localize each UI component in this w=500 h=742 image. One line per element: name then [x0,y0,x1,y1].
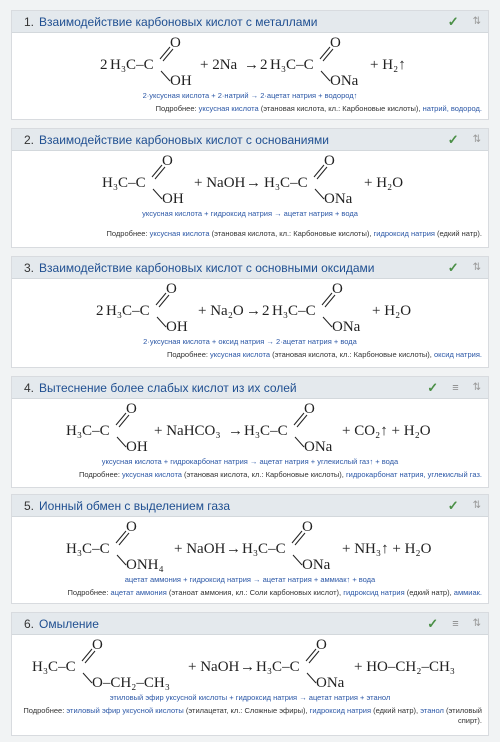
lhs-carbon-chain: H₃C–C [102,175,146,191]
reagent: + NaOH [194,175,246,191]
reaction-title[interactable]: Вытеснение более слабых кислот из их солей [39,380,297,395]
reaction-details [12,347,488,364]
equation-graphic [12,33,488,91]
single-bond [153,189,162,199]
lhs-group: OH [170,73,192,89]
reaction-names: этиловый эфир уксусной кислоты + гидроксид натрия → ацетат натрия + этанол [109,693,391,702]
reaction-title[interactable]: Ионный обмен с выделением газа [39,498,231,513]
reaction-details [12,101,488,118]
reaction-card-4 [11,376,489,488]
single-bond [117,555,126,565]
reaction-title[interactable]: Взаимодействие карбоновых кислот с основными оксидами [39,260,375,275]
details-prefix: Подробнее: [23,706,67,715]
rhs-carbon-chain: H₃C–C [244,423,288,439]
rhs-carbon-chain: H₃C–C [264,175,308,191]
reaction-names: уксусная кислота + гидроксид натрия → ацетат натрия + вода [142,209,358,218]
carbonyl-oxygen: O [162,153,173,169]
details-text: (едкий натр), [404,588,454,597]
products: + H₂O [364,175,404,191]
double-bond [152,165,162,177]
details-text: (едкий натр), [371,706,421,715]
lhs-carbon-chain: H₃C–C [66,423,110,439]
carbonyl-oxygen: O [330,35,341,51]
double-bond [294,413,304,425]
details-link[interactable]: гидрокарбонат натрия, углекислый газ. [345,470,482,479]
menu-icon[interactable]: ≡ [452,617,459,630]
reaction-arrow: → [244,57,259,73]
reaction-card-6 [11,612,489,736]
single-bond [321,71,330,81]
single-bond [293,555,302,565]
reaction-title[interactable]: Взаимодействие карбоновых кислот с металлами [39,14,318,29]
lhs-group: ONH₄ [126,557,164,573]
reaction-number: 4. [24,380,35,395]
rhs-group: ONa [304,439,333,455]
carbonyl-oxygen: O [332,281,343,297]
rhs-carbon-chain: H₃C–C [272,303,316,319]
lhs-carbon-chain: H₃C–C [66,541,110,557]
double-bond [156,293,166,305]
reaction-arrow: → [228,423,243,439]
check-icon[interactable]: ✓ [447,497,459,513]
reagent: + Na₂O [198,303,244,319]
double-bond [306,649,316,661]
reagent: + 2Na [200,57,238,73]
single-bond [295,437,304,447]
rhs-coefficient: 2 [262,303,270,319]
reagent: + NaOH [174,541,226,557]
double-bond [116,413,126,425]
single-bond [157,317,166,327]
reaction-equation [12,635,488,693]
sort-icon[interactable]: ⇅ [472,16,480,27]
reaction-title[interactable]: Омыление [39,616,99,631]
details-link[interactable]: уксусная кислота [122,470,182,479]
check-icon[interactable]: ✓ [427,379,439,395]
details-prefix: Подробнее: [106,229,150,238]
details-link[interactable]: натрий, водород. [422,104,482,113]
check-icon[interactable]: ✓ [447,13,459,29]
rhs-group: ONa [316,675,345,691]
double-bond [314,165,324,177]
rhs-group: ONa [330,73,359,89]
carbonyl-oxygen: O [302,519,313,535]
rhs-carbon-chain: H₃C–C [242,541,286,557]
reaction-details [12,585,488,602]
details-text: (едкий натр). [434,229,482,238]
reaction-number: 1. [24,14,35,29]
menu-icon[interactable]: ≡ [452,381,459,394]
lhs-group: OH [126,439,148,455]
reaction-header[interactable] [12,257,488,279]
reaction-number: 2. [24,132,35,147]
equation-graphic [12,151,488,209]
single-bond [307,673,316,683]
reaction-header[interactable] [12,377,488,399]
carbonyl-oxygen: O [324,153,335,169]
reaction-card-3 [11,256,489,368]
rhs-coefficient: 2 [260,57,268,73]
carbonyl-oxygen: O [92,637,103,653]
check-icon[interactable]: ✓ [447,131,459,147]
reaction-details [12,219,488,243]
carbonyl-oxygen: O [316,637,327,653]
rhs-carbon-chain: H₃C–C [270,57,314,73]
carbonyl-oxygen: O [304,401,315,417]
double-bond [322,293,332,305]
rhs-group: ONa [324,191,353,207]
details-link[interactable]: уксусная кислота [198,104,259,113]
reaction-header[interactable] [12,495,488,517]
equation-graphic [12,279,488,337]
rhs-carbon-chain: H₃C–C [256,659,300,675]
details-prefix: Подробнее: [155,104,199,113]
details-text: (этановая кислота, кл.: Карбоновые кислоты), [258,104,423,113]
details-text: (этановая кислота, кл.: Карбоновые кислоты), [181,470,346,479]
reaction-details [12,703,488,730]
double-bond [160,47,170,59]
details-text: (этаноат аммония, кл.: Соли карбоновых кислот), [166,588,344,597]
lhs-coefficient: 2 [96,303,104,319]
sort-icon[interactable]: ⇅ [472,382,480,393]
reaction-card-2 [11,128,489,248]
reagent: + NaOH [188,659,240,675]
reaction-arrow: → [226,541,241,557]
lhs-group: O–CH₂–CH₃ [92,675,170,691]
details-text: (этиловый спирт). [443,706,482,725]
reaction-arrow: → [240,659,255,675]
reaction-equation [12,399,488,457]
reaction-title[interactable]: Взаимодействие карбоновых кислот с основаниями [39,132,329,147]
rhs-group: ONa [332,319,361,335]
lhs-carbon-chain: H₃C–C [32,659,76,675]
reaction-number: 5. [24,498,35,513]
details-link[interactable]: гидроксид натрия [373,229,435,238]
details-link[interactable]: гидроксид натрия [309,706,372,715]
reaction-equation [12,33,488,91]
details-link[interactable]: оксид натрия. [433,350,482,359]
equation-graphic [12,635,488,693]
reaction-arrow: → [246,303,261,319]
reaction-equation [12,279,488,337]
reaction-header[interactable] [12,129,488,151]
equation-graphic [12,517,488,575]
double-bond [116,531,126,543]
rhs-group: ONa [302,557,331,573]
details-text: (этилацетат, кл.: Сложные эфиры), [183,706,310,715]
equation-graphic [12,399,488,457]
single-bond [315,189,324,199]
products: + CO₂↑ + H₂O [342,423,431,439]
sort-icon[interactable]: ⇅ [472,262,480,273]
lhs-carbon-chain: H₃C–C [110,57,154,73]
details-link[interactable]: уксусная кислота [149,229,210,238]
double-bond [82,649,92,661]
details-text: (этановая кислота, кл.: Карбоновые кислоты), [270,350,434,359]
reaction-number: 6. [24,616,35,631]
carbonyl-oxygen: O [126,519,137,535]
reaction-equation [12,517,488,575]
lhs-carbon-chain: H₃C–C [106,303,150,319]
single-bond [161,71,170,81]
check-icon[interactable]: ✓ [427,615,439,631]
lhs-group: OH [162,191,184,207]
carbonyl-oxygen: O [126,401,137,417]
reaction-arrow: → [246,175,261,191]
details-link[interactable]: этиловый эфир уксусной кислоты [66,706,184,715]
details-link[interactable]: аммиак. [453,588,482,597]
products: + NH₃↑ + H₂O [342,541,432,557]
reaction-names: ацетат аммония + гидроксид натрия → ацетат натрия + аммиак↑ + вода [124,575,376,584]
reaction-names: 2·уксусная кислота + оксид натрия → 2·ацетат натрия + вода [143,337,357,346]
sort-icon[interactable]: ⇅ [472,618,480,629]
reaction-header[interactable] [12,613,488,635]
details-prefix: Подробнее: [166,350,211,359]
double-bond [320,47,330,59]
reaction-card-5 [11,494,489,604]
reaction-card-1 [11,10,489,120]
products: + H₂↑ [370,57,406,73]
products: + H₂O [372,303,412,319]
single-bond [83,673,92,683]
reaction-names: уксусная кислота + гидрокарбонат натрия → ацетат натрия + углекислый газ↑ + вода [101,457,399,466]
reaction-details [12,467,488,484]
details-link[interactable]: этанол [420,706,444,715]
details-link[interactable]: уксусная кислота [210,350,270,359]
lhs-group: OH [166,319,188,335]
check-icon[interactable]: ✓ [447,259,459,275]
single-bond [323,317,332,327]
reaction-names: 2·уксусная кислота + 2·натрий → 2·ацетат натрия + водород↑ [142,91,358,100]
reaction-equation [12,151,488,209]
lhs-coefficient: 2 [100,57,108,73]
reaction-header[interactable] [12,11,488,33]
carbonyl-oxygen: O [166,281,177,297]
details-prefix: Подробнее: [67,588,111,597]
details-link[interactable]: ацетат аммония [110,588,167,597]
sort-icon[interactable]: ⇅ [472,134,480,145]
details-link[interactable]: гидроксид натрия [343,588,405,597]
reaction-number: 3. [24,260,35,275]
reagent: + NaHCO₃ [154,423,221,439]
products: + HO–CH₂–CH₃ [354,659,456,675]
details-text: (этановая кислота, кл.: Карбоновые кислоты), [209,229,374,238]
sort-icon[interactable]: ⇅ [472,500,480,511]
double-bond [292,531,302,543]
single-bond [117,437,126,447]
carbonyl-oxygen: O [170,35,181,51]
details-prefix: Подробнее: [78,470,123,479]
